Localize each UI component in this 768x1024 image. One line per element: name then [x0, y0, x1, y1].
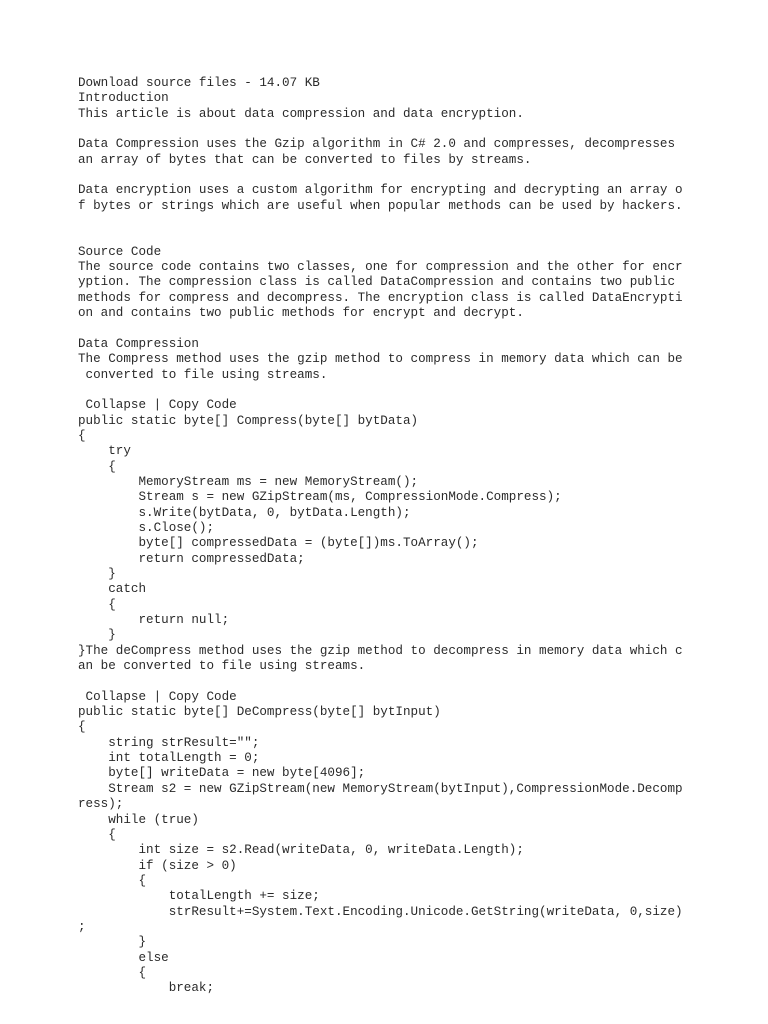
text-line: {: [78, 720, 86, 735]
section-heading-source-code: Source Code: [78, 244, 162, 259]
text-line: Data encryption uses a custom algorithm for encrypting and decrypting an array o: [78, 183, 683, 198]
text-line: try: [78, 444, 131, 459]
text-line: Data Compression uses the Gzip algorithm in C# 2.0 and compresses, decompresses: [78, 137, 676, 152]
text-line: {: [78, 873, 147, 888]
text-line: break;: [78, 981, 215, 996]
text-line: byte[] compressedData = (byte[])ms.ToArray();: [78, 536, 479, 551]
text-line: int totalLength = 0;: [78, 751, 260, 766]
text-line: ;: [78, 919, 86, 934]
text-line: else: [78, 950, 169, 965]
text-line: s.Write(bytData, 0, bytData.Length);: [78, 505, 411, 520]
text-line: public static byte[] DeCompress(byte[] bytInput): [78, 705, 441, 720]
text-line: catch: [78, 582, 147, 597]
text-line: [78, 229, 758, 244]
text-line: totalLength += size;: [78, 889, 320, 904]
text-line: methods for compress and decompress. The encryption class is called DataEncrypti: [78, 290, 683, 305]
text-line: {: [78, 827, 116, 842]
text-line: The Compress method uses the gzip method to compress in memory data which can be: [78, 352, 683, 367]
text-line: strResult+=System.Text.Encoding.Unicode.GetString(writeData, 0,size): [78, 904, 683, 919]
download-source-line: Download source files - 14.07 KB: [78, 76, 320, 90]
text-line: s.Close();: [78, 520, 215, 535]
text-line: {: [78, 597, 116, 612]
text-line: if (size > 0): [78, 858, 237, 873]
text-line: [78, 122, 758, 137]
collapse-copy-code-bar: Collapse | Copy Code: [78, 689, 237, 704]
text-line: }: [78, 935, 147, 950]
text-line: return null;: [78, 613, 230, 628]
text-line: yption. The compression class is called DataCompression and contains two public: [78, 275, 676, 290]
text-line: string strResult="";: [78, 735, 260, 750]
text-line: ress);: [78, 797, 124, 812]
text-line: int size = s2.Read(writeData, 0, writeData.Length);: [78, 843, 524, 858]
text-line: {: [78, 965, 147, 980]
text-line: while (true): [78, 812, 199, 827]
text-line: [78, 322, 758, 337]
section-heading-introduction: Introduction: [78, 91, 169, 106]
text-line: }The deCompress method uses the gzip method to decompress in memory data which c: [78, 643, 683, 658]
text-line: [78, 168, 758, 183]
text-line: an be converted to file using streams.: [78, 659, 366, 674]
text-line: Stream s2 = new GZipStream(new MemoryStream(bytInput),CompressionMode.Decomp: [78, 781, 683, 796]
text-line: Stream s = new GZipStream(ms, CompressionMode.Compress);: [78, 490, 562, 505]
text-line: return compressedData;: [78, 551, 305, 566]
text-line: {: [78, 428, 86, 443]
text-line: public static byte[] Compress(byte[] bytData): [78, 413, 419, 428]
collapse-copy-code-bar: Collapse | Copy Code: [78, 398, 237, 413]
text-line: f bytes or strings which are useful when popular methods can be used by hackers.: [78, 198, 683, 213]
text-line: [78, 214, 758, 229]
text-line: }: [78, 567, 116, 581]
text-line: byte[] writeData = new byte[4096];: [78, 766, 366, 781]
text-line: {: [78, 459, 116, 474]
text-line: an array of bytes that can be converted to files by streams.: [78, 152, 532, 167]
text-line: The source code contains two classes, one for compression and the other for encr: [78, 260, 683, 275]
text-line: on and contains two public methods for encrypt and decrypt.: [78, 306, 524, 321]
text-line: }: [78, 628, 116, 643]
section-heading-data-compression: Data Compression: [78, 336, 199, 351]
text-line: [78, 674, 758, 689]
text-line: converted to file using streams.: [78, 367, 328, 382]
text-line: [78, 383, 758, 398]
document-page: [78, 76, 758, 997]
text-line: MemoryStream ms = new MemoryStream();: [78, 474, 419, 489]
text-line: This article is about data compression and data encryption.: [78, 106, 524, 121]
